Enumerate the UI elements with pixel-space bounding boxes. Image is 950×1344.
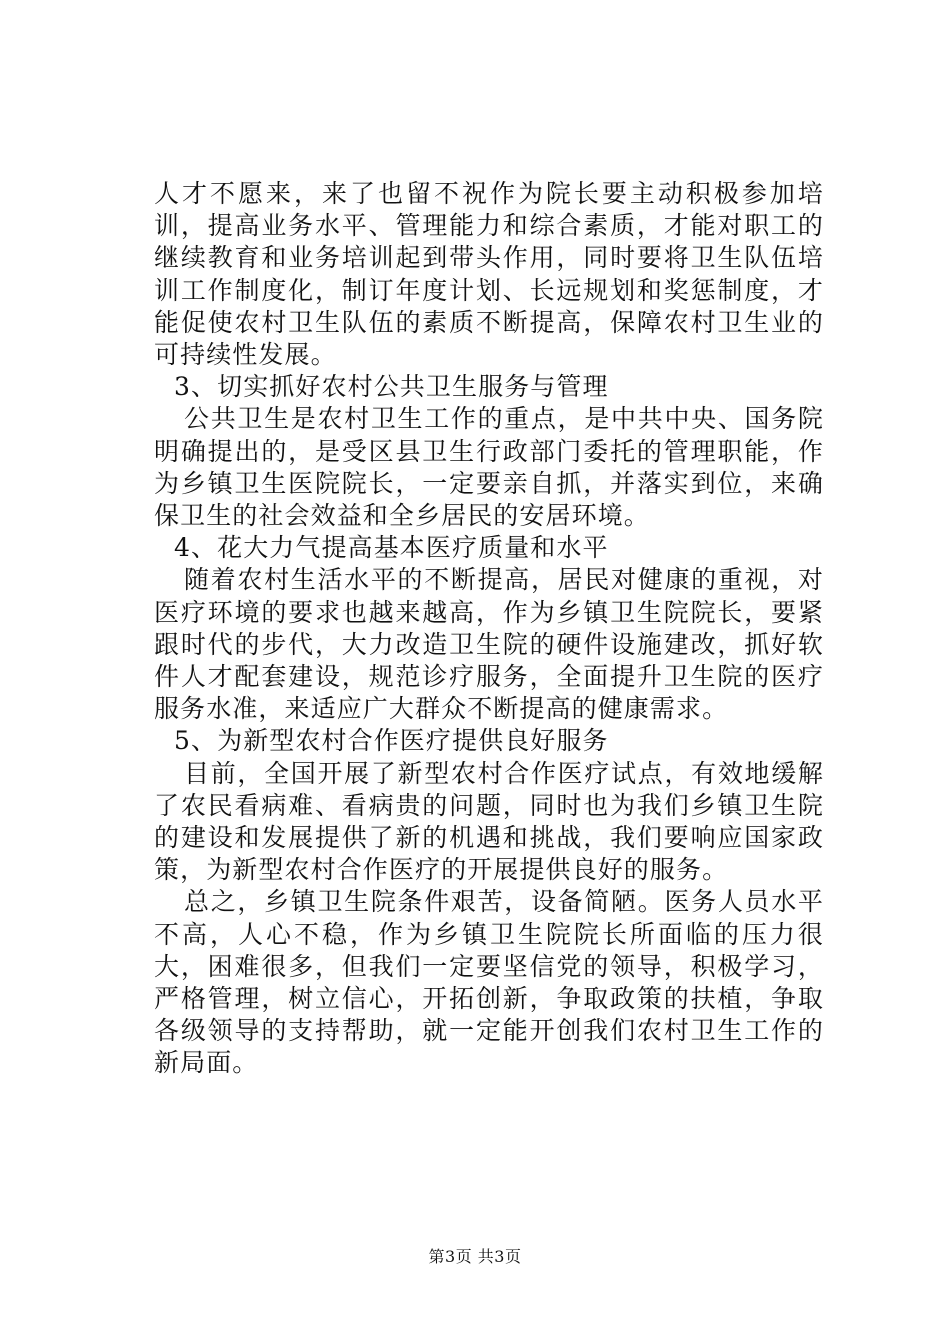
body-paragraph: 随着农村生活水平的不断提高，居民对健康的重视，对医疗环境的要求也越来越高，作为乡镇卫生院院长，要紧跟时代的步代，大力改造卫生院的硬件设施建改，抓好软件人才配套建设，规范诊疗服务，全面提升卫生院的医疗服务水准，来适应广大群众不断提高的健康需求。 [154, 565, 824, 724]
document-body [154, 178, 824, 1080]
section-heading: 4、花大力气提高基本医疗质量和水平 [174, 533, 609, 563]
section-heading: 5、为新型农村合作医疗提供良好服务 [174, 726, 609, 756]
body-paragraph: 人才不愿来，来了也留不祝作为院长要主动积极参加培训，提高业务水平、管理能力和综合素质，才能对职工的继续教育和业务培训起到带头作用，同时要将卫生队伍培训工作制度化，制订年度计划、长远规划和奖惩制度，才能促使农村卫生队伍的素质不断提高，保障农村卫生业的可持续性发展。 [154, 179, 824, 370]
body-paragraph: 总之，乡镇卫生院条件艰苦，设备简陋。医务人员水平不高，人心不稳，作为乡镇卫生院院长所面临的压力很大，困难很多，但我们一定要坚信党的领导，积极学习，严格管理，树立信心，开拓创新，争取政策的扶植，争取各级领导的支持帮助，就一定能开创我们农村卫生工作的新局面。 [154, 887, 824, 1078]
page-footer: 第3页 共3页 [428, 1247, 522, 1266]
section-heading: 3、切实抓好农村公共卫生服务与管理 [174, 372, 609, 402]
body-paragraph: 目前，全国开展了新型农村合作医疗试点，有效地缓解了农民看病难、看病贵的问题，同时也为我们乡镇卫生院的建设和发展提供了新的机遇和挑战，我们要响应国家政策，为新型农村合作医疗的开展提供良好的服务。 [154, 758, 824, 885]
body-paragraph: 公共卫生是农村卫生工作的重点，是中共中央、国务院明确提出的，是受区县卫生行政部门委托的管理职能，作为乡镇卫生医院院长，一定要亲自抓，并落实到位，来确保卫生的社会效益和全乡居民的安居环境。 [154, 404, 824, 531]
